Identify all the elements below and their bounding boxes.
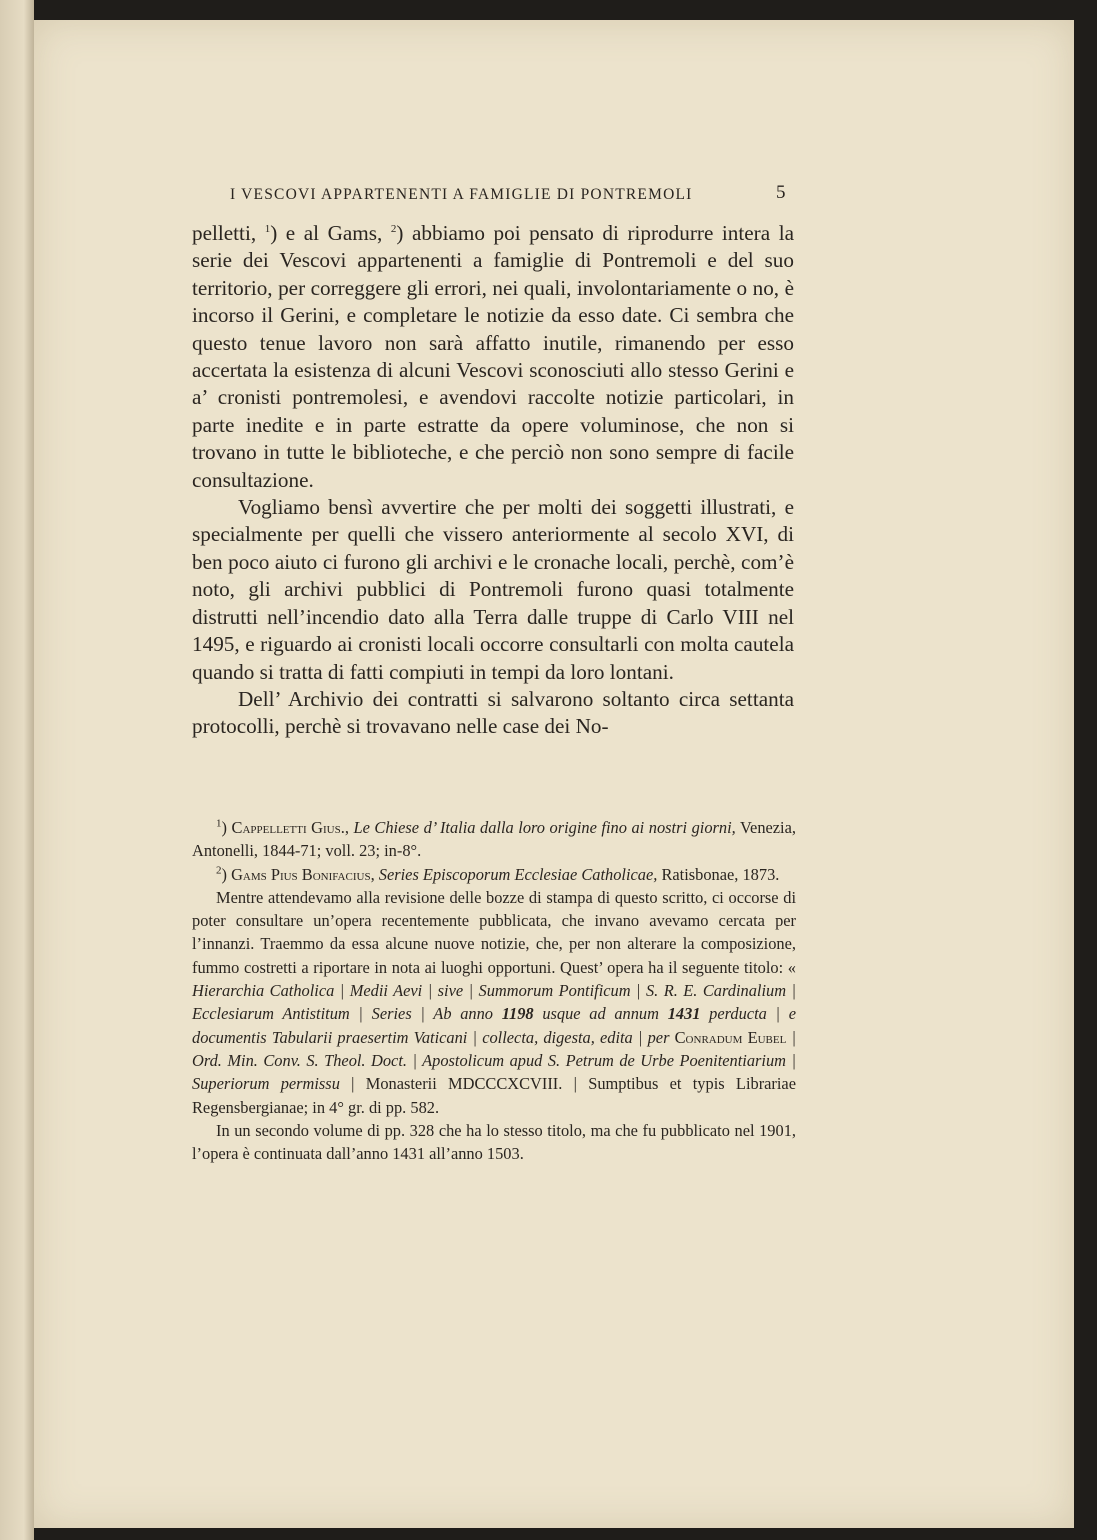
footnote-1-title: Le Chiese d’ Italia dalla loro origine fino ai nostri giorni, [353,818,736,837]
paragraph-1-middle: ) e al Gams, [270,221,391,245]
paragraph-3: Dell’ Archivio dei contratti si salvarono soltanto circa settanta protocolli, perchè si trovavano nelle case dei No- [192,686,794,739]
footnote-3-title-d: | Ord. Min. Conv. S. Theol. Doct. | Apostolicum apud S. Petrum de Urbe Poenitentiarium | Superiorum permissu [192,1027,796,1094]
footnote-2-sep: , [370,864,379,884]
footnote-2-marker: 2 [216,864,222,877]
book-page [34,20,1074,1528]
main-text [192,220,794,741]
footnote-1: $^1$) Cappelletti Gius., Le Chiese d’ Italia dalla loro origine fino ai nostri giorni, Venezia, Antonelli, 1844-71; voll. 23; in-8°. [192,817,796,861]
footnote-1-rest: Venezia, Antonelli, 1844-71; voll. 23; in-8°. [192,818,796,861]
running-title: I VESCOVI APPARTENENTI A FAMIGLIE DI PONTREMOLI [230,186,693,203]
footnote-3-title-a: Hierarchia Catholica | Medii Aevi | sive | Summorum Pontificum | S. R. E. Cardinalium | Ecclesiarum Antistitum | Series | Ab anno [192,981,796,1024]
page-number: 5 [776,182,786,203]
footnote-4: In un secondo volume di pp. 328 che ha lo stesso titolo, ma che fu pubblicato nel 1901, l’opera è continuata dall’anno 1431 all’anno 1503. [192,1120,796,1164]
footnote-2: $^2$) Gams Pius Bonifacius, Series Episcoporum Ecclesiae Catholicae, Ratisbonae, 1873. [216,864,780,884]
footnote-3-rest: | Monasterii MDCCCXCVIII. | Sumptibus et typis Librariae Regensbergianae; in 4° gr. di pp. 582. [192,1074,796,1117]
footnotes [192,816,796,1165]
footnote-ref-2: 2 [390,222,397,235]
footnote-3-title-b: usque ad annum [533,1004,668,1024]
footnote-3-editor: Conradum Eubel [674,1027,787,1047]
footnote-1-marker: 1 [216,817,222,830]
footnote-3-year-b: 1431 [667,1004,701,1024]
footnote-3-title-c: perducta | e documentis Tabularii praesertim Vaticani | collecta, digesta, edita | per [192,1004,797,1047]
footnote-2-title: Series Episcoporum Ecclesiae Catholicae, [378,864,658,884]
facing-page-edge [0,0,34,1540]
footnote-2-author: Gams Pius Bonifacius [231,864,371,884]
paragraph-1-start: pelletti, [192,221,265,245]
footnote-2-rest: Ratisbonae, 1873. [657,864,780,884]
footnote-1-sep: , [344,818,354,837]
footnote-3 [192,886,796,1119]
paragraph-1 [192,220,794,494]
paragraph-2: Vogliamo bensì avvertire che per molti dei soggetti illustrati, e specialmente per quelli che vissero anteriormente al secolo XVI, di ben poco aiuto ci furono gli archivi e le cronache locali, perchè, com’è noto, gli archivi pubblici di Pontremoli furono quasi totalmente distrutti nell’incendio dato alla Terra dalle truppe di Carlo VIII nel 1495, e riguardo ai cronisti locali occorre consultarli con molta cautela quando si tratta di fatti compiuti in tempi da loro lontani. [192,495,794,684]
paragraph-1-end: ) abbiamo poi pensato di riprodurre intera la serie dei Vescovi appartenenti a famiglie di Pontremoli e del suo territorio, per correggere gli errori, nei quali, involontariamente o no, è incorso il Gerini, e completare le notizie da esso date. Ci sembra che questo tenue lavoro non sarà affatto inutile, rimanendo per esso accertata la esistenza di alcuni Vescovi sconosciuti allo stesso Gerini e a’ cronisti pontremolesi, e avendovi raccolte notizie particolari, in parte inedite e in parte estratte da opere voluminose, che non si trovano in tutte le biblioteche, e che perciò non sono sempre di facile consultazione. [192,221,794,492]
footnote-3-intro: Mentre attendevamo alla revisione delle bozze di stampa di questo scritto, ci occorse di poter consultare un’opera recentemente pubblicata, che invano avevamo cercata per l’innanzi. Traemmo da essa alcune nuove notizie, che, per non alterare la composizione, fummo costretti a riportare in nota ai luoghi opportuni. Quest’ opera ha il seguente titolo: « [192,887,796,977]
footnote-3-year-a: 1198 [501,1004,534,1024]
footnote-1-author: Cappelletti Gius. [231,818,345,837]
footnote-ref-1: 1 [264,222,271,235]
